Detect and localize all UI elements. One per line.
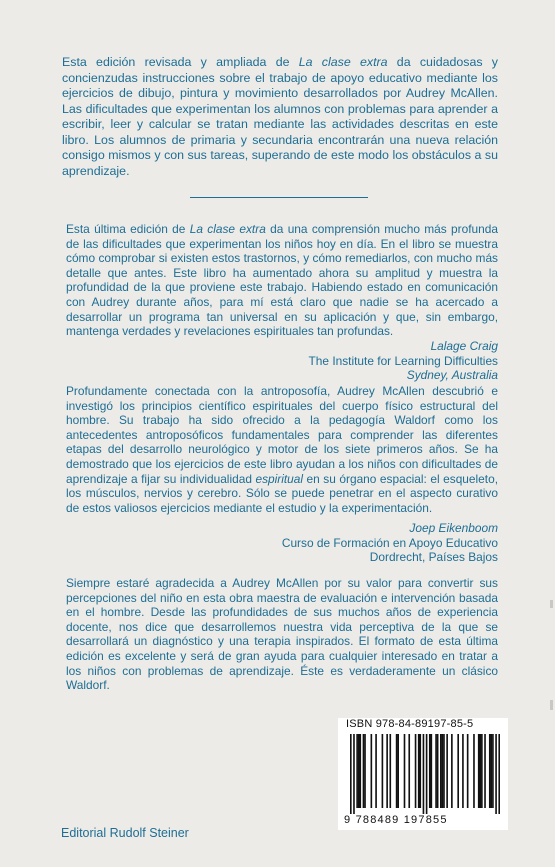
barcode-bar [457,734,459,808]
barcode-bar [371,734,373,808]
barcode-bar [359,734,361,808]
barcode-bar [419,734,421,808]
barcode-bar [363,734,365,808]
blurb-book-title: La clase extra [298,55,388,69]
isbn-label: ISBN 978-84-89197-85-5 [346,718,474,730]
quote-craig-end: da una comprensión mucho más profunda de las dificultades que experimentan los niños hoy en día. En el libro se muestra cómo comprobar si existen estos trastornos, y cómo remediarlos, con mucho más detalle que antes. Este libro ha aumentado ahora su amplitud y muestra la profundidad de la que proviene este trabajo. Habiendo estado en comunicación con Audrey durante años, para mí está claro que nadie se ha acercado a desarrollar un programa tan universal en su aplicación y que, sin embargo, mantenga verdades y revelaciones espirituales tan profundas. [66,222,499,339]
edge-mark [550,600,553,608]
barcode-bar [356,734,358,808]
barcode-bar [389,734,391,808]
edge-mark [550,700,553,710]
quote-location: Sydney, Australia [406,368,498,383]
barcode-bar [498,734,500,814]
barcode-number: 9 788489 197855 [344,814,448,826]
barcode-bar [418,734,420,808]
barcode-image [350,734,500,814]
barcode-bar [350,734,352,814]
barcode-bar [415,734,417,808]
barcode-bar [435,734,437,808]
quote-location: Dordrecht, Países Bajos [369,550,498,565]
barcode-bar [426,734,428,814]
barcode-bar [440,734,442,808]
barcode-bar [495,734,497,814]
barcode-bar [431,734,433,808]
quote-eikenboom [66,384,498,515]
blurb-paragraph [62,55,498,179]
barcode-bar [358,734,360,808]
barcode-bar [442,734,444,808]
barcode-bar [481,734,483,808]
barcode-bar [484,734,486,808]
barcode-bar [479,734,481,808]
blurb-text-start: Esta edición revisada y ampliada de [62,55,299,69]
barcode-bar [375,734,377,808]
barcode-bar [382,734,384,808]
quote-organization: The Institute for Learning Difficulties [308,353,498,368]
barcode-bar [492,734,494,808]
barcode-bar [423,734,425,814]
barcode-bar [473,734,475,808]
barcode-bar [446,734,448,808]
publisher-name: Editorial Rudolf Steiner [61,826,189,840]
quote-eikenboom-emphasis: espiritual [255,471,304,486]
barcode-bar [437,734,439,808]
isbn-barcode-panel [338,718,508,830]
quote-third [66,576,498,693]
attribution-craig [309,339,498,383]
barcode-bar [467,734,469,808]
quote-craig-book-title: La clase extra [189,222,266,236]
quote-third-text: Siempre estaré agradecida a Audrey McAllen por su valor para convertir sus percepciones del niño en esta obra maestra de evaluación e intervención basada en el hombre. Desde las profundidades de sus muchos años de experiencia docente, nos dice que desarrollemos nuestra vida perceptiva de la que se desarrollará un diagnóstico y una terapia inspirados. El formato de esta última edición es excelente y será de gran ayuda para cualquier interesado en tratar a los niños con problemas de aprendizaje. Éste es verdaderamente un clásico Waldorf. [66,576,498,693]
barcode-bar [451,734,453,808]
divider-rule [190,197,368,198]
quote-craig [66,222,498,339]
barcode-bar [478,734,480,808]
quote-author: Lalage Craig [430,339,498,353]
barcode-bar [404,734,406,808]
quote-author: Joep Eikenboom [409,521,498,535]
quote-eikenboom-end: en su órgano espacial: el esqueleto, los músculos, nervios y cerebro. Sólo se puede penetrar en el aspecto curativo de estos valiosos ejercicios mediante el estudio y la experimentación. [66,471,499,515]
barcode-bar [408,734,410,808]
quote-eikenboom-start: Profundamente conectada con la antroposofía, Audrey McAllen descubrió e investigó los principios científico espirituales del cuerpo físico estructural del hombre. Su trabajo ha sido ofrecido a la pedagogía Waldorf como los antecedentes antroposóficos fundamentales para comprender las diferentes etapas del desarrollo neurológico y motor de los siete primeros años. Se ha demostrado que los ejercicios de este libro ayudan a los niños con dificultades de aprendizaje a fijar su individualidad [66,384,498,486]
quote-organization: Curso de Formación en Apoyo Educativo [281,535,498,550]
quote-craig-start: Esta última edición de [66,222,190,236]
barcode-bar [397,734,399,808]
blurb-text-end: da cuidadosas y concienzudas instrucciones sobre el trabajo de apoyo educativo mediante los ejercicios de dibujo, pintura y movimiento desarrollados por Audrey McAllen. Las dificultades que experimentan los alumnos con problemas para aprender a escribir, leer y calcular se tratan mediante las actividades descritas en este libro. Los alumnos de primaria y secundaria encontrarán una nueva relación consigo mismos y con sus tareas, superando de este modo los obstáculos a su aprendizaje. [62,55,499,178]
barcode-bar [353,734,355,814]
barcode-bar [489,734,491,808]
barcode-bar [364,734,366,808]
barcode-bar [429,734,431,808]
barcode-bar [396,734,398,808]
barcode-bar [386,734,388,808]
barcode-bar [443,734,445,808]
attribution-eikenboom [282,521,498,565]
barcode-bar [491,734,493,808]
barcode-bar [462,734,464,808]
